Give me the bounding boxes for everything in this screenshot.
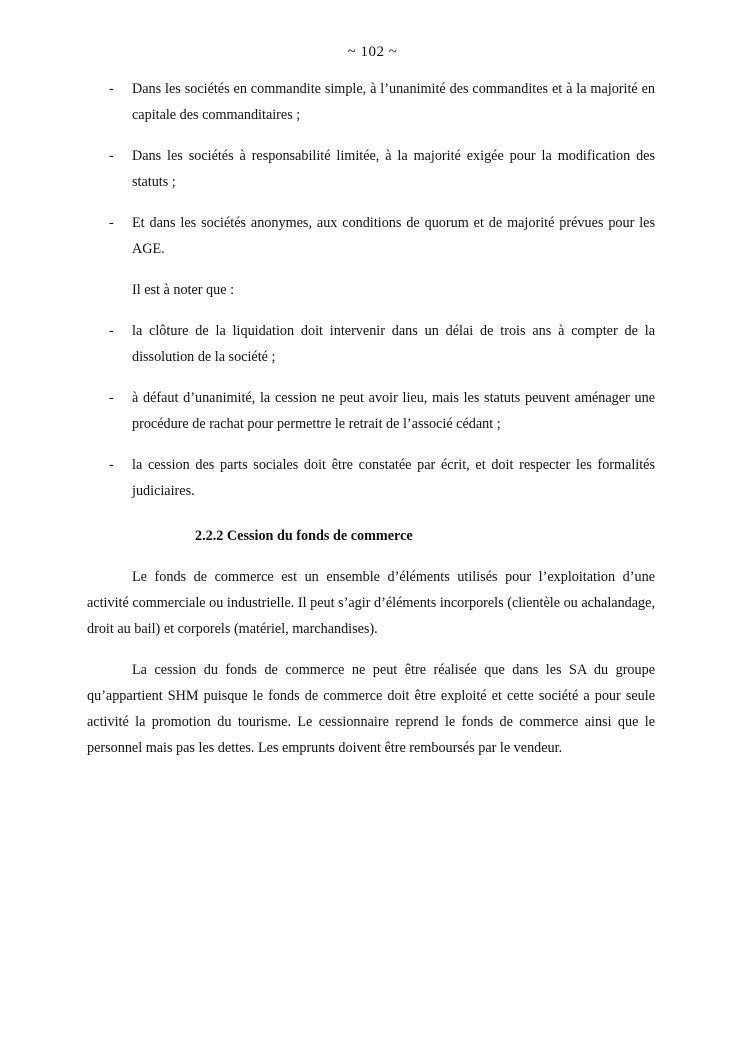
bullet-dash: - xyxy=(109,148,114,164)
list-item-text: la cession des parts sociales doit être constatée par écrit, et doit respecter les formalités judiciaires. xyxy=(132,457,655,499)
list-item-text: Dans les sociétés à responsabilité limitée, à la majorité exigée pour la modification des statuts ; xyxy=(132,148,655,190)
paragraph-cession: La cession du fonds de commerce ne peut être réalisée que dans les SA du groupe qu’appartient SHM puisque le fonds de commerce doit être exploité et cette société a pour seule activité la promotion du tourisme. Le cessionnaire reprend le fonds de commerce ainsi que le personnel mais pas les dettes. Les emprunts doivent être remboursés par le vendeur. xyxy=(87,662,655,756)
bullet-dash: - xyxy=(109,390,114,406)
section-heading: 2.2.2 Cession du fonds de commerce xyxy=(195,528,413,544)
list-item xyxy=(87,210,655,262)
page-number: ~ 102 ~ xyxy=(347,44,398,60)
list-item-text: à défaut d’unanimité, la cession ne peut avoir lieu, mais les statuts peuvent aménager une procédure de rachat pour permettre le retrait de l’associé cédant ; xyxy=(132,390,655,432)
list-item xyxy=(87,452,655,504)
note-intro: Il est à noter que : xyxy=(132,282,235,298)
bullet-dash: - xyxy=(109,457,114,473)
bullet-dash: - xyxy=(109,215,114,231)
list-item xyxy=(87,318,655,370)
document-body xyxy=(87,76,655,776)
list-item-text: Et dans les sociétés anonymes, aux conditions de quorum et de majorité prévues pour les AGE. xyxy=(132,215,655,257)
paragraph-definition: Le fonds de commerce est un ensemble d’éléments utilisés pour l’exploitation d’une activité commerciale ou industrielle. Il peut s’agir d’éléments incorporels (clientèle ou achalandage, droit au bail) et corporels (matériel, marchandises). xyxy=(87,569,655,637)
list-item-text: la clôture de la liquidation doit intervenir dans un délai de trois ans à compter de la dissolution de la société ; xyxy=(132,323,655,365)
list-item xyxy=(87,385,655,437)
bullet-dash: - xyxy=(109,81,114,97)
bullet-dash: - xyxy=(109,323,114,339)
list-item-text: Dans les sociétés en commandite simple, à l’unanimité des commandites et à la majorité en capitale des commanditaires ; xyxy=(132,81,655,123)
list-item xyxy=(87,143,655,195)
bullet-list-majorities xyxy=(87,76,655,262)
bullet-list-notes xyxy=(87,318,655,504)
list-item xyxy=(87,76,655,128)
